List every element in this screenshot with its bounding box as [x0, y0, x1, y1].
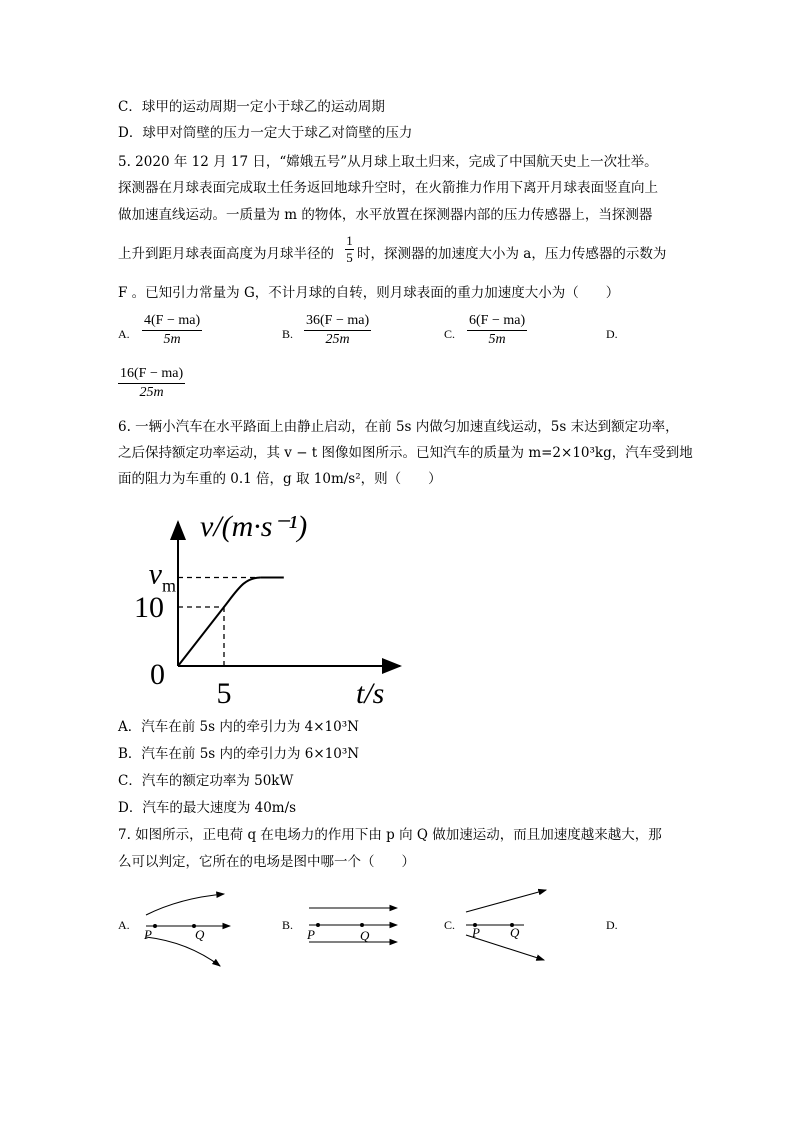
q5-option-d-num: 16(F − ma) [120, 366, 184, 381]
q6-stem-line3: 面的阻力为车重的 0.1 倍，g 取 10m/s²，则（ ） [118, 471, 442, 487]
q7-option-a-field-diagram [140, 880, 240, 970]
q6-stem-line1: 6. 一辆小汽车在水平路面上由静止启动，在前 5s 内做匀加速直线运动，5s 末达到额定功率， [118, 419, 679, 435]
point-p [316, 923, 320, 927]
y-axis-label: v/(m·s⁻¹) [200, 510, 308, 543]
vt-curve [178, 578, 261, 667]
q6-option-c: C．汽车的额定功率为 50kW [118, 773, 294, 789]
q5-option-b-label: B. [282, 327, 294, 341]
q5-option-b-num: 36(F − ma) [306, 313, 370, 328]
y-tick-vm: $v_m$ [148, 557, 176, 596]
svg-text:Q: Q [360, 928, 370, 943]
q6-option-b: B．汽车在前 5s 内的牵引力为 6×10³N [118, 746, 360, 762]
q6-stem-line2: 之后保持额定功率运动，其 v − t 图像如图所示。已知汽车的质量为 m=2×10³kg，汽车受到地 [118, 445, 693, 461]
point-q [360, 923, 364, 927]
q7-option-c-field-diagram [462, 880, 552, 965]
svg-text:Q: Q [510, 925, 520, 940]
field-line-upper [466, 890, 546, 912]
svg-text:Q: Q [195, 927, 205, 942]
q5-stem-line2: 探测器在月球表面完成取土任务返回地球升空时，在火箭推力作用下离开月球表面竖直向上 [118, 180, 658, 196]
origin-label: 0 [150, 658, 165, 691]
q5-option-a-num: 4(F − ma) [144, 313, 201, 328]
q7-stem-line1: 7. 如图所示，正电荷 q 在电场力的作用下由 p 向 Q 做加速运动，而且加速度越来越大，那 [118, 827, 662, 843]
q7-option-c-label: C. [444, 918, 456, 932]
q5-stem-line4b: 时，探测器的加速度大小为 a，压力传感器的示数为 [357, 246, 667, 262]
q5-option-c-label: C. [444, 327, 456, 341]
q5-stem-line4a: 上升到距月球表面高度为月球半径的 [118, 246, 334, 262]
x-tick-5: 5 [216, 677, 232, 710]
q5-option-c-den: 5m [488, 332, 506, 347]
q4-option-d: D．球甲对筒壁的压力一定大于球乙对筒壁的压力 [118, 125, 413, 141]
q5-option-d-label: D. [606, 327, 618, 341]
q5-frac-den: 5 [346, 250, 353, 265]
field-line-bottom [146, 937, 220, 966]
q5-option-b-den: 25m [325, 332, 350, 347]
q6-option-d: D．汽车的最大速度为 40m/s [118, 800, 297, 816]
q5-option-d-fraction [118, 366, 185, 401]
svg-text:P: P [307, 927, 315, 942]
vt-chart [128, 500, 418, 715]
q7-option-a-label: A. [118, 918, 130, 932]
q7-option-d-label: D. [606, 918, 618, 932]
q7-option-b-field-diagram [305, 895, 405, 955]
q5-fraction-one-fifth [345, 233, 354, 266]
point-p [153, 924, 157, 928]
q5-stem-line5: F 。已知引力常量为 G，不计月球的自转，则月球表面的重力加速度大小为（ ） [118, 285, 620, 301]
q7-option-b-label: B. [282, 918, 294, 932]
q5-frac-num: 1 [346, 233, 353, 248]
q5-option-a-den: 5m [163, 332, 181, 347]
x-axis-label: t/s [356, 677, 385, 710]
svg-text:P: P [144, 927, 152, 942]
q5-stem-line3: 做加速直线运动。一质量为 m 的物体，水平放置在探测器内部的压力传感器上，当探测器 [118, 207, 653, 223]
field-line-top [146, 894, 224, 915]
y-tick-10: 10 [134, 591, 164, 624]
svg-text:P: P [472, 925, 480, 940]
q5-option-c-num: 6(F − ma) [469, 313, 526, 328]
q5-option-d-den: 25m [139, 385, 164, 400]
q5-option-a-fraction [142, 313, 202, 348]
q5-option-b-fraction [304, 313, 371, 348]
q6-option-a: A．汽车在前 5s 内的牵引力为 4×10³N [118, 719, 359, 735]
q4-option-c: C．球甲的运动周期一定小于球乙的运动周期 [118, 99, 385, 115]
q5-option-a-label: A. [118, 327, 130, 341]
q5-option-c-fraction [467, 313, 527, 348]
q7-stem-line2: 么可以判定，它所在的电场是图中哪一个（ ） [118, 854, 415, 870]
q5-stem-line1: 5. 2020 年 12 月 17 日，“嫦娥五号”从月球上取土归来，完成了中国航天史上一次壮举。 [118, 154, 658, 170]
